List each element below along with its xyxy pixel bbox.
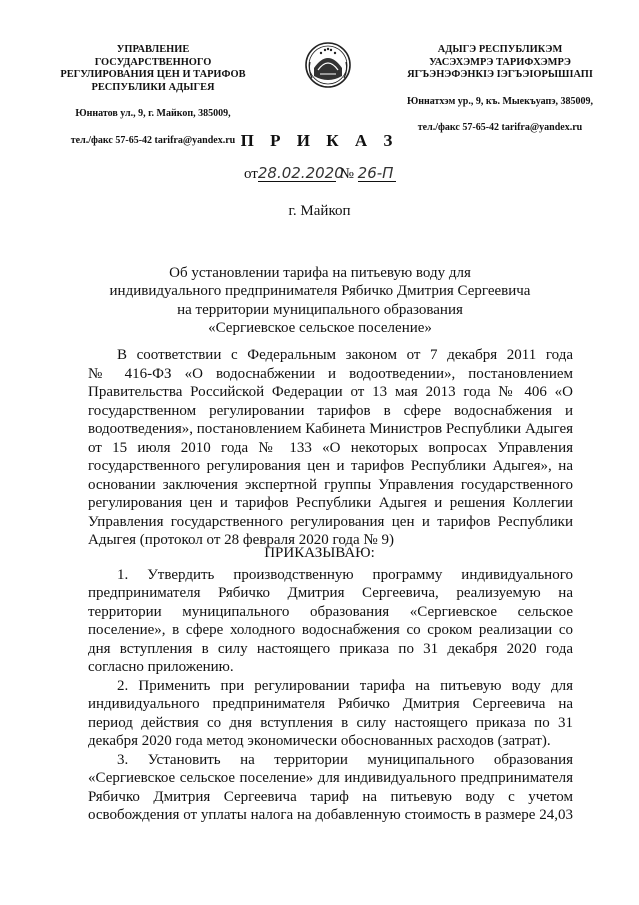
- date-prefix: от: [244, 166, 258, 182]
- subject-line: индивидуального предпринимателя Рябичко Дмитрия Сергеевича: [109, 283, 531, 300]
- body-line: основании заключения экспертной группы Управления государственного: [88, 477, 573, 493]
- subject-line: на территории муниципального образования: [177, 301, 463, 318]
- body-line: от 15 июля 2010 года № 133 «О некоторых вопросах Управления: [88, 440, 573, 456]
- org-address: Юннатхэм ур., 9, къ. Мыекъуапэ, 385009,: [406, 95, 594, 107]
- order-subject: [100, 264, 540, 337]
- body-line: Правительства Российской Федерации от 13 мая 2013 года № 406 «О: [88, 384, 573, 400]
- org-name-line: УПРАВЛЕНИЕ ГОСУДАРСТВЕННОГО: [94, 44, 212, 68]
- body-line: 3. Установить на территории муниципального образования: [117, 752, 573, 768]
- number-prefix: №: [339, 166, 354, 182]
- body-line: территории муниципального образования «Сергиевское сельское: [88, 604, 573, 620]
- body-line: Управления государственного регулирования цен и тарифов Республики: [88, 514, 573, 530]
- body-line: освобождения от уплаты налога на добавленную стоимость в размере 24,03: [88, 807, 573, 823]
- body-line: Адыгея (протокол от 28 февраля 2020 года № 9): [88, 532, 394, 548]
- order-date-number-line: [244, 165, 396, 183]
- org-name-line: РЕГУЛИРОВАНИЯ ЦЕН И ТАРИФОВ: [60, 69, 246, 80]
- org-address: Юннатов ул., 9, г. Майкоп, 385009,: [75, 108, 231, 119]
- order-word: ПРИКАЗЫВАЮ:: [264, 545, 375, 561]
- body-line: 1. Утвердить производственную программу индивидуального: [117, 567, 573, 583]
- body-line: водоотведения», постановлением Кабинета Министров Республики Адыгея: [88, 421, 573, 437]
- body-line: период действия со дня вступления в силу настоящего приказа по 31: [88, 715, 573, 731]
- body-line: государственном регулировании тарифов в сфере водоснабжения и: [88, 403, 573, 419]
- body-line: В соответствии с Федеральным законом от 7 декабря 2011 года: [117, 347, 573, 363]
- document-title: П Р И К А З: [240, 131, 399, 150]
- order-number: 26-П: [358, 165, 396, 182]
- body-line: поселение», в сфере холодного водоснабжения со сроком реализации со: [88, 622, 573, 638]
- order-date: 28.02.2020: [257, 164, 344, 182]
- org-contact: тел./факс 57-65-42 tarifra@yandex.ru: [70, 134, 236, 146]
- subject-line: «Сергиевское сельское поселение»: [208, 319, 432, 336]
- body-line: 2. Применить при регулировании тарифа на питьевую воду для: [117, 678, 573, 694]
- issue-city: г. Майкоп: [288, 203, 351, 219]
- header-right-organization: [400, 44, 600, 135]
- body-line: государственного регулирования цен и тарифов Республики Адыгея», на: [88, 458, 573, 474]
- body-line: «Сергиевское сельское поселение» для индивидуального предпринимателя: [88, 770, 573, 786]
- body-line: Рябичко Дмитрия Сергеевича тариф на питьевую воду с учетом: [88, 789, 573, 805]
- org-name-line: АДЫГЭ РЕСПУБЛИКЭМ: [437, 44, 563, 55]
- subject-line: Об установлении тарифа на питьевую воду для: [169, 265, 471, 281]
- body-line: согласно приложению.: [88, 659, 234, 675]
- coat-of-arms-adygea-icon: [304, 40, 352, 90]
- body-line: дня вступления в силу настоящего приказа по 31 декабря 2020 года: [88, 641, 573, 657]
- body-line: регулирования цен и тарифов Республики Адыгея и решения Коллегии: [88, 495, 573, 511]
- org-name-line: РЕСПУБЛИКИ АДЫГЕЯ: [91, 81, 215, 93]
- body-line: № 416-ФЗ «О водоснабжении и водоотведении», постановлением: [88, 366, 573, 382]
- body-line: индивидуального предпринимателя Рябичко Дмитрия Сергеевича на: [88, 696, 573, 712]
- org-contact: тел./факс 57-65-42 tarifra@yandex.ru: [417, 122, 583, 133]
- org-name-line: ЯГЪЭНЭФЭНКIЭ IЭГЪЭIОРЫШIАПI: [407, 69, 593, 80]
- body-line: декабря 2020 года метод экономически обоснованных расходов (затрат).: [88, 733, 551, 749]
- org-name-line: УАСЭХЭМРЭ ТАРИФХЭМРЭ: [429, 56, 571, 68]
- body-line: предпринимателя Рябичко Дмитрия Сергеевича, реализуемую на: [88, 585, 573, 601]
